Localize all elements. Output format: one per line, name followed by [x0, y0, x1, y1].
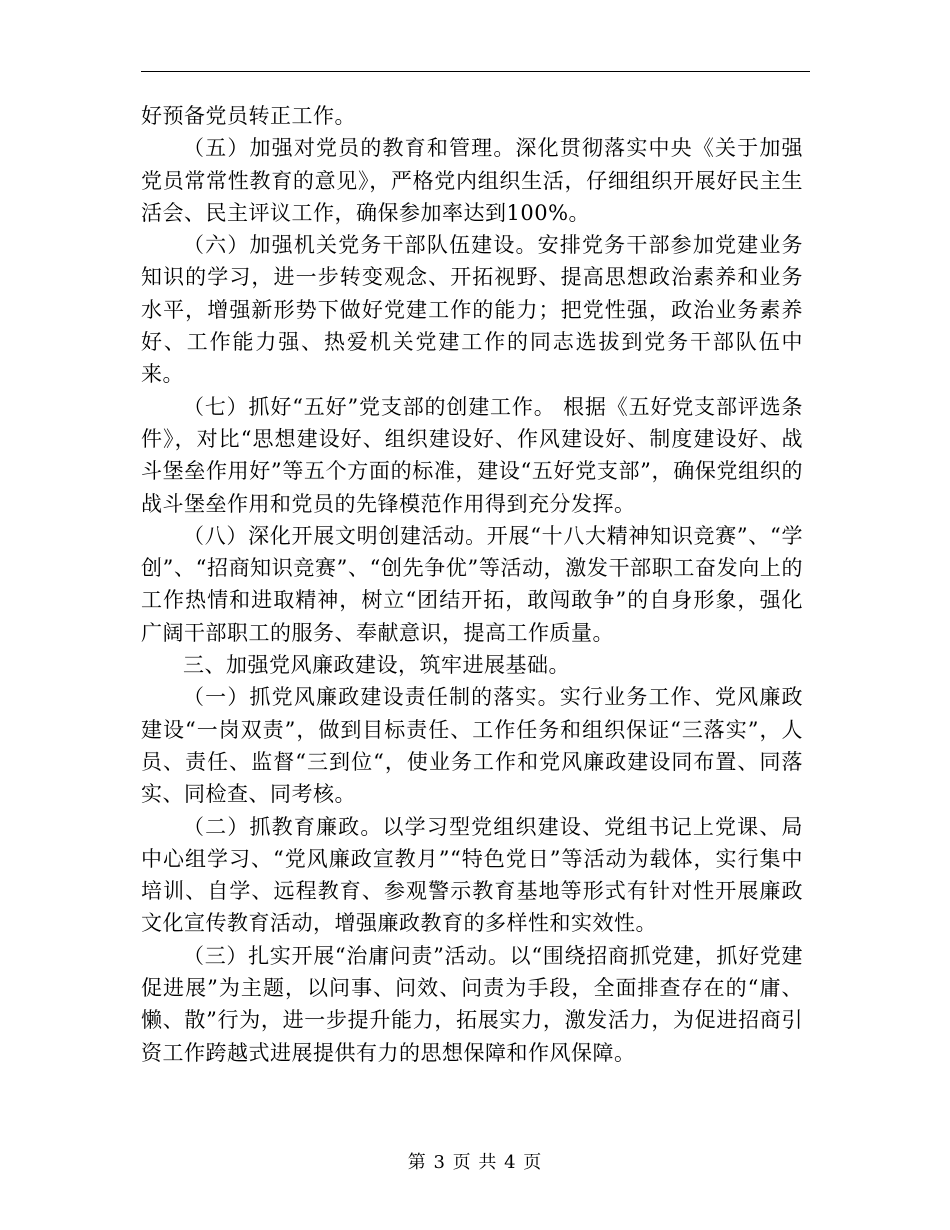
paragraph-item-3-accountability: （三）扎实开展“治庸问责”活动。以“围绕招商抓党建，抓好党建促进展”为主题，以问事、问效、问责为手段，全面排查存在的“庸、懒、散”行为，进一步提升能力，拓展实力，激发活力，为促进招商引资工作跨越式进展提供有力的思想保障和作风保障。 [141, 943, 803, 1065]
paragraph-item-6-cadre-team: （六）加强机关党务干部队伍建设。安排党务干部参加党建业务知识的学习，进一步转变观念、开拓视野、提高思想政治素养和业务水平，增强新形势下做好党建工作的能力；把党性强，政治业务素养好、工作能力强、热爱机关党建工作的同志选拔到党务干部队伍中来。 [141, 233, 803, 387]
document-body [141, 100, 803, 1069]
paragraph-item-8-civilization: （八）深化开展文明创建活动。开展“十八大精神知识竞赛”、“学创”、“招商知识竞赛”、“创先争优”等活动，激发干部职工奋发向上的工作热情和进取精神，树立“团结开拓，敢闯敢争”的自身形象，强化广阔干部职工的服务、奉献意识，提高工作质量。 [141, 523, 803, 645]
section-heading-3: 三、加强党风廉政建设，筑牢进展基础。 [183, 653, 570, 678]
header-rule [141, 71, 810, 72]
paragraph-continuation: 好预备党员转正工作。 [141, 104, 356, 128]
paragraph-item-2-education: （二）抓教育廉政。以学习型党组织建设、党组书记上党课、局中心组学习、“党风廉政宣教月”“特色党日”等活动为载体，实行集中培训、自学、远程教育、参观警示教育基地等形式有针对性开展廉政文化宣传教育活动，增强廉政教育的多样性和实效性。 [141, 814, 803, 936]
page-number-footer: 第 3 页 共 4 页 [407, 1152, 543, 1173]
paragraph-item-7-five-good: （七）抓好“五好”党支部的创建工作。 根据《五好党支部评选条件》，对比“思想建设好、组织建设好、作风建设好、制度建设好、战斗堡垒作用好”等五个方面的标准，建设“五好党支部”，确保党组织的战斗堡垒作用和党员的先锋模范作用得到充分发挥。 [141, 394, 803, 516]
paragraph-item-1-responsibility: （一）抓党风廉政建设责任制的落实。实行业务工作、党风廉政建设“一岗双责”，做到目标责任、工作任务和组织保证“三落实”，人员、责任、监督“三到位“，使业务工作和党风廉政建设同布置、同落实、同检查、同考核。 [141, 685, 803, 807]
paragraph-item-5-education: （五）加强对党员的教育和管理。深化贯彻落实中央《关于加强党员常常性教育的意见》，严格党内组织生活，仔细组织开展好民主生活会、民主评议工作，确保参加率达到100%。 [141, 136, 803, 225]
